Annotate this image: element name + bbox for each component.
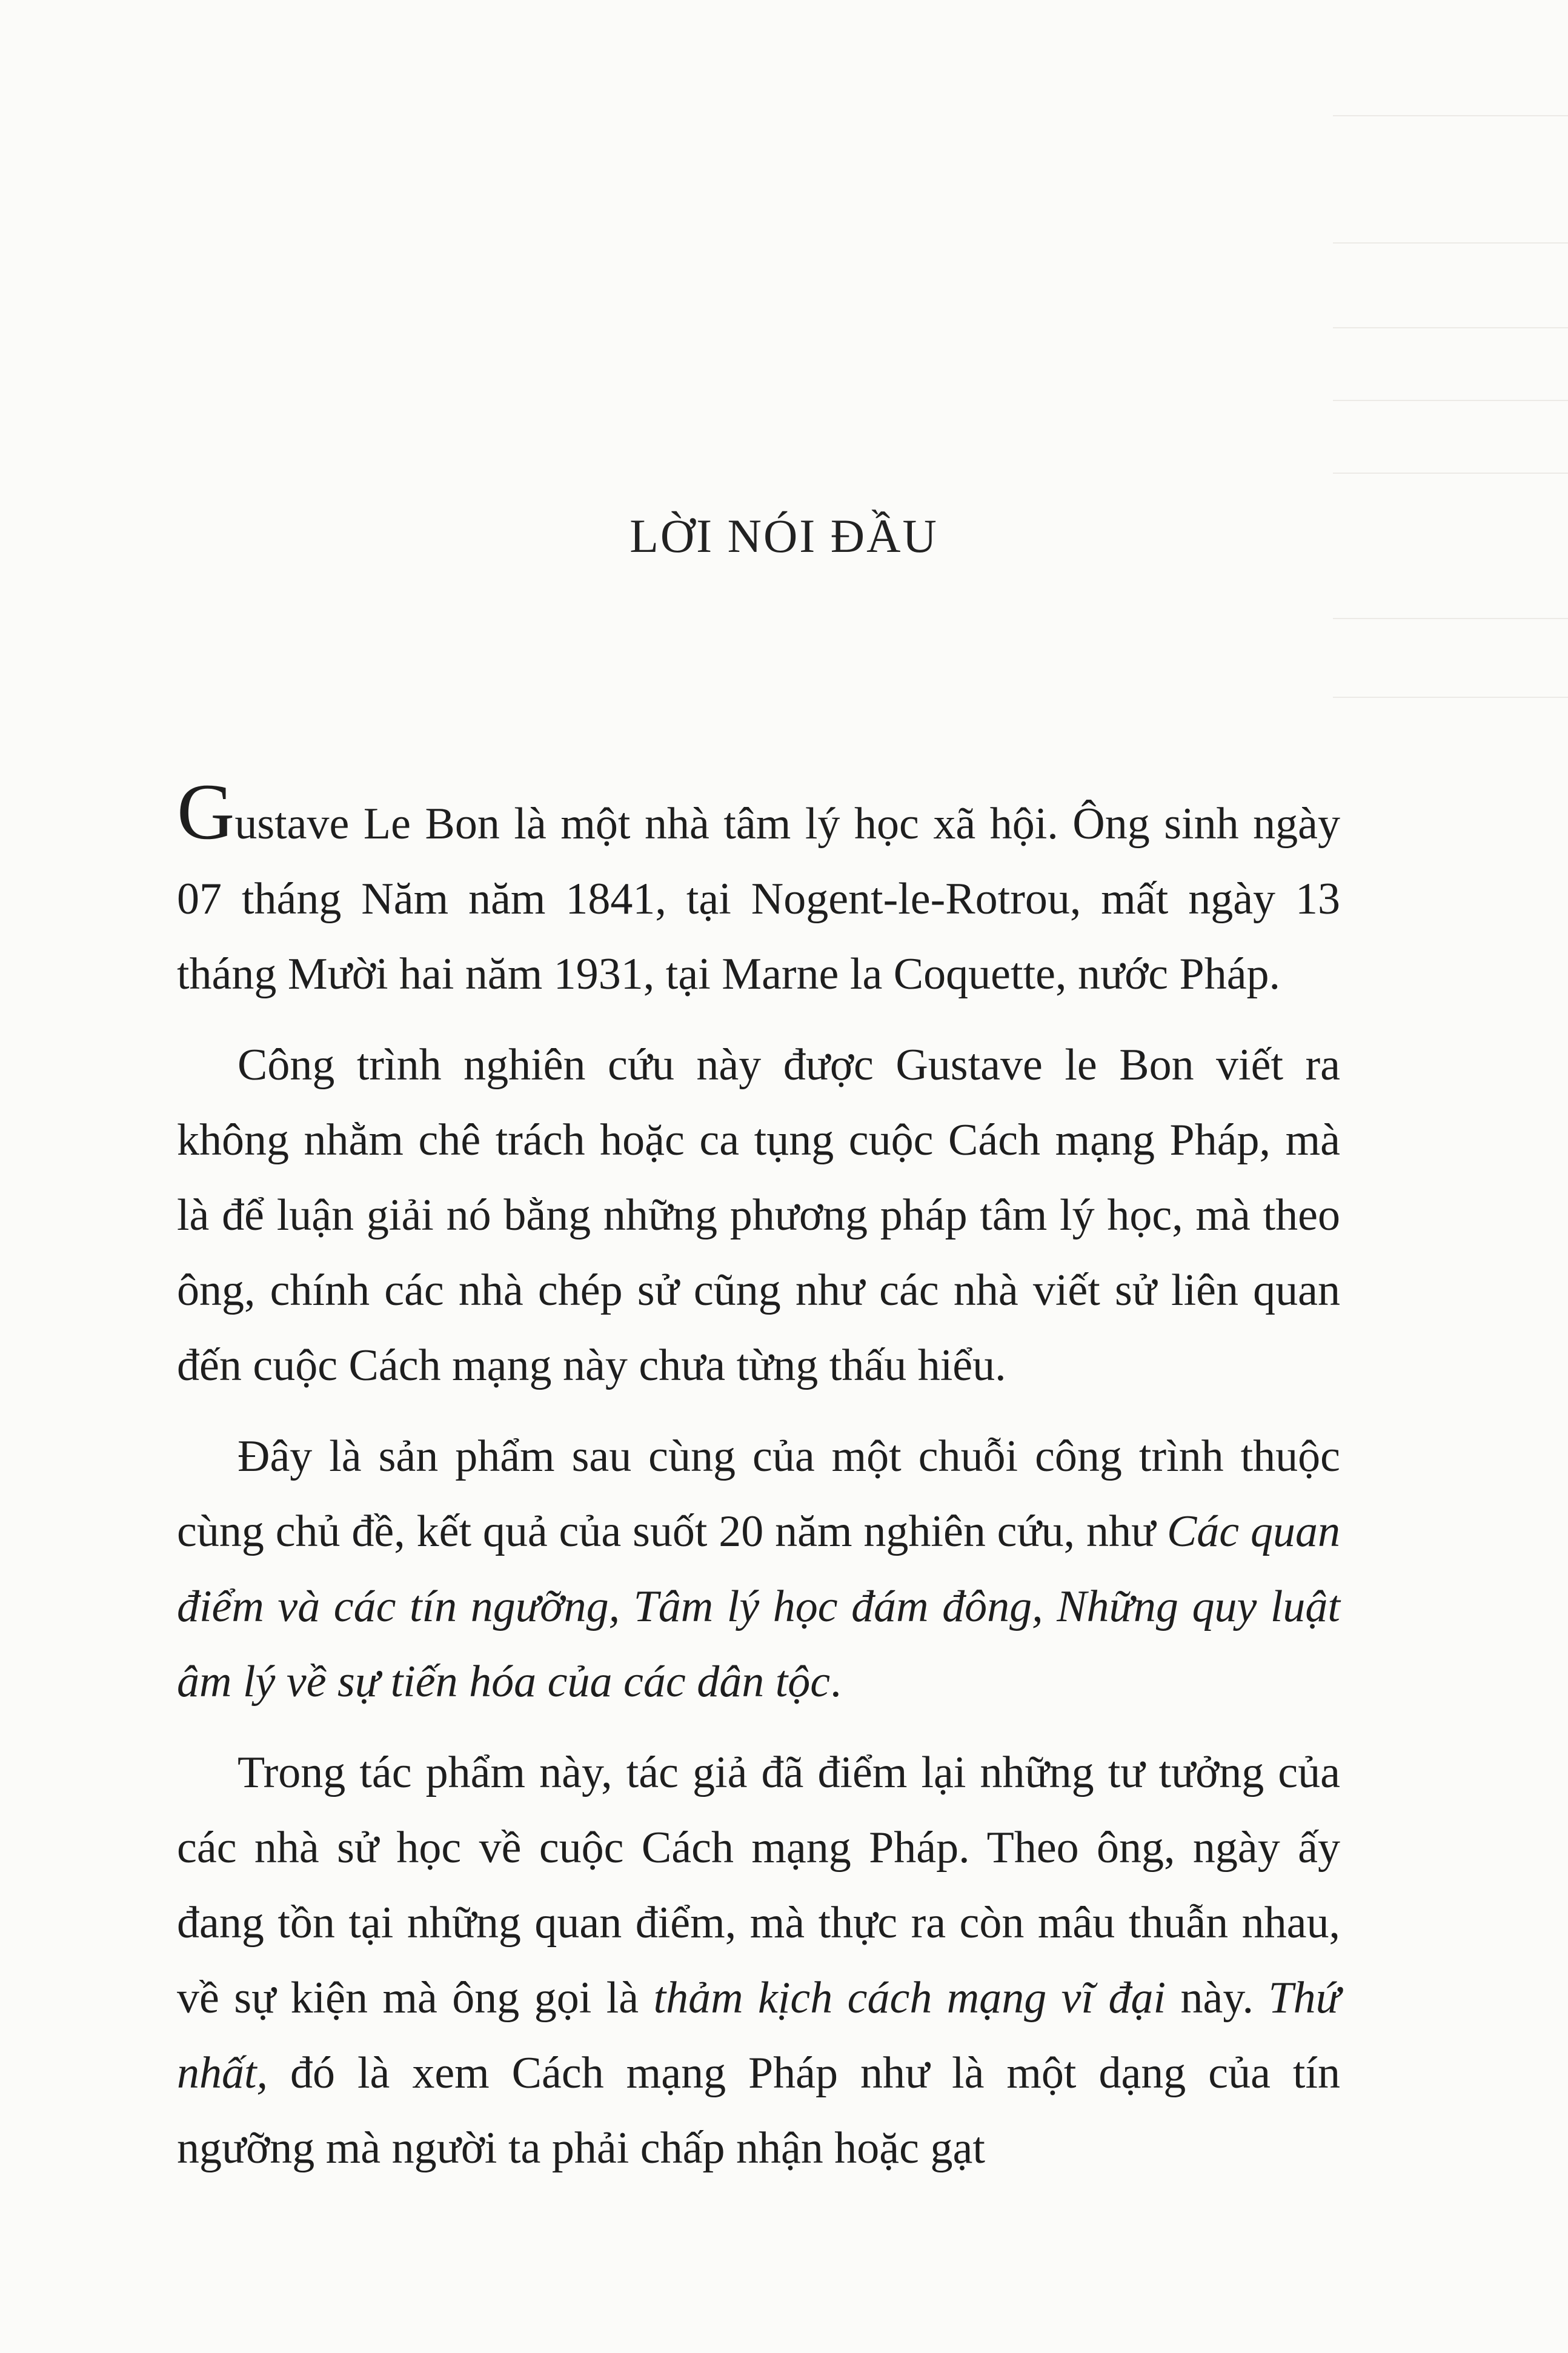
- chapter-title: LỜI NÓI ĐẦU: [630, 509, 938, 562]
- show-through-line: [1333, 618, 1568, 619]
- paragraph-4-text-b: này.: [1166, 1973, 1269, 2023]
- body-text: [177, 767, 1341, 2202]
- italic-phrase-first: Thứ nhất,: [177, 1973, 1340, 2098]
- paragraph-2: [177, 1027, 1340, 1403]
- italic-phrase-drama: thảm kịch cách mạng vĩ đại: [653, 1973, 1166, 2023]
- paragraph-4-text-c: đó là xem Cách mạng Pháp như là một dạng của tín ngưỡng mà người ta phải chấp nhận hoặc gạt: [177, 2048, 1340, 2173]
- paragraph-1-text: ustave Le Bon là một nhà tâm lý học xã hội. Ông sinh ngày 07 tháng Năm năm 1841, tại Nogent-le-Rotrou, mất ngày 13 tháng Mười hai năm 1931, tại Marne la Coquette, nước Pháp.: [177, 799, 1340, 999]
- show-through-line: [1333, 115, 1568, 116]
- show-through-line: [1333, 242, 1568, 244]
- show-through-line: [1333, 327, 1568, 328]
- show-through-line: [1333, 697, 1568, 698]
- paragraph-4-text-a: Trong tác phẩm này, tác giả đã điểm lại những tư tưởng của các nhà sử học về cuộc Cách mạng Pháp. Theo ông, ngày ấy đang tồn tại những quan điểm, mà thực ra còn mâu thuẫn nhau, về sự kiện mà ông gọi là: [177, 1748, 1340, 2023]
- paragraph-4: [177, 1735, 1340, 2186]
- paragraph-3-text-b: .: [830, 1657, 842, 1707]
- paragraph-3: [177, 1419, 1340, 1719]
- show-through-line: [1333, 473, 1568, 474]
- paragraph-1: [177, 767, 1340, 1012]
- cited-works-italic: Các quan điểm và các tín ngưỡng, Tâm lý học đám đông, Những quy luật âm lý về sự tiến hóa của các dân tộc: [177, 1507, 1341, 1707]
- drop-cap-letter: G: [177, 767, 235, 856]
- paragraph-2-text: Công trình nghiên cứu này được Gustave le Bon viết ra không nhằm chê trách hoặc ca tụng cuộc Cách mạng Pháp, mà là để luận giải nó bằng những phương pháp tâm lý học, mà theo ông, chính các nhà chép sử cũng như các nhà viết sử liên quan đến cuộc Cách mạng này chưa từng thấu hiểu.: [177, 1040, 1340, 1390]
- show-through-line: [1333, 400, 1568, 401]
- paragraph-3-text-a: Đây là sản phẩm sau cùng của một chuỗi công trình thuộc cùng chủ đề, kết quả của suốt 20 năm nghiên cứu, như: [177, 1432, 1340, 1556]
